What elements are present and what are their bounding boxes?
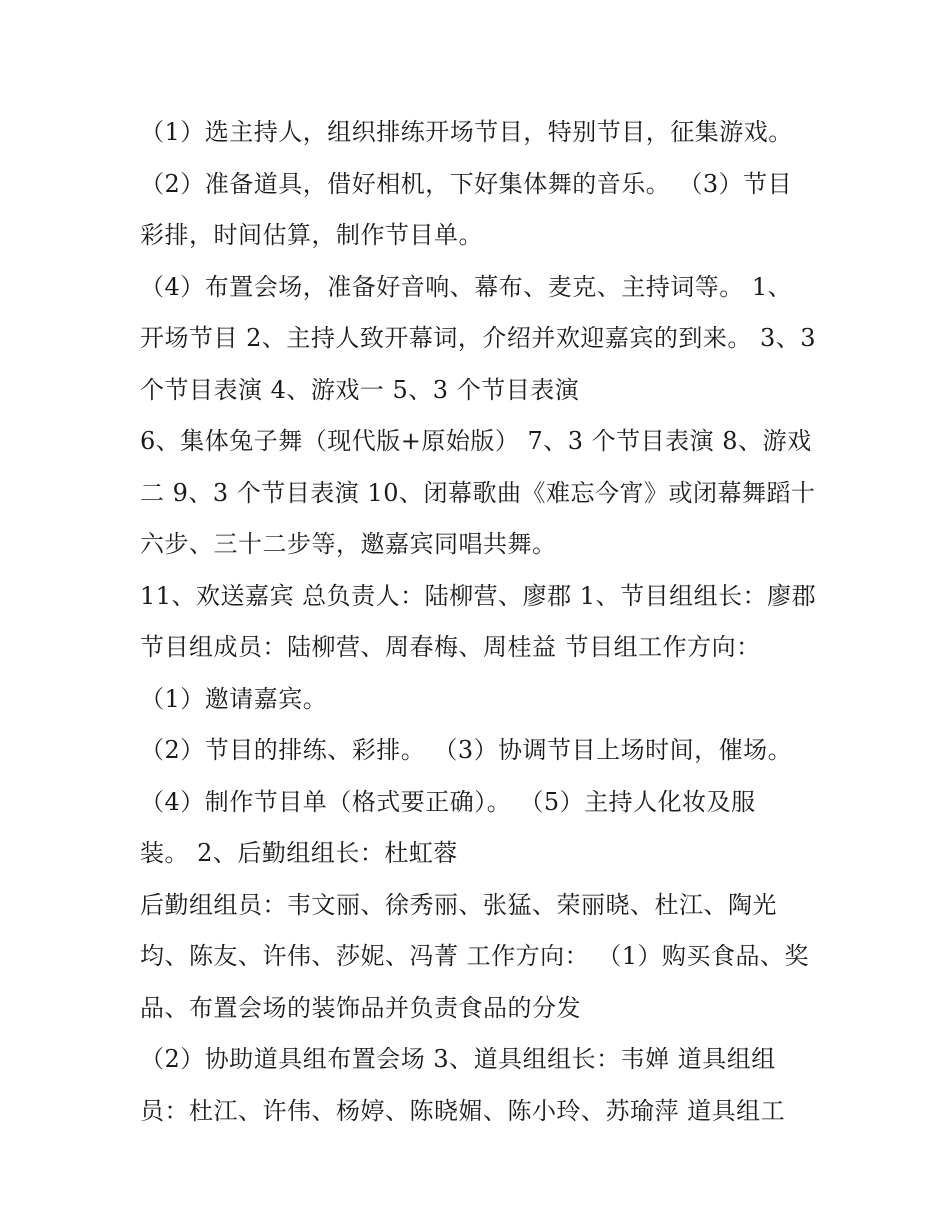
- text-line: 个节目表演 4、游戏一 5、3 个节目表演: [140, 375, 580, 404]
- text-line: 节目组成员：陆柳营、周春梅、周桂益 节目组工作方向：: [140, 633, 761, 661]
- text-line: 彩排，时间估算，制作节目单。: [140, 221, 483, 249]
- text-line: 六步、三十二步等，邀嘉宾同唱共舞。: [140, 530, 557, 558]
- text-line: 二 9、3 个节目表演 10、闭幕歌曲《难忘今宵》或闭幕舞蹈十: [140, 478, 816, 507]
- text-line: 装。 2、后勤组组长：杜虹蓉: [140, 839, 458, 867]
- text-line: 11、欢送嘉宾 总负责人：陆柳营、廖郡 1、节目组组长：廖郡: [140, 581, 817, 610]
- text-line: （2）协助道具组布置会场 3、道具组组长：韦婵 道具组组: [140, 1045, 776, 1073]
- document-body: [140, 107, 820, 1137]
- text-line: 后勤组组员：韦文丽、徐秀丽、张猛、荣丽晓、杜江、陶光: [140, 890, 777, 919]
- text-line: （1）选主持人，组织排练开场节目，特别节目，征集游戏。: [140, 118, 793, 146]
- text-line: （4）制作节目单（格式要正确）。 （5）主持人化妆及服: [140, 787, 756, 816]
- text-line: 员：杜江、许伟、杨婷、陈晓媚、陈小玲、苏瑜萍 道具组工: [140, 1096, 786, 1125]
- text-line: 开场节目 2、主持人致开幕词，介绍并欢迎嘉宾的到来。 3、3: [140, 324, 817, 352]
- text-line: 6、集体兔子舞（现代版+原始版） 7、3 个节目表演 8、游戏: [140, 427, 812, 455]
- text-line: （2）准备道具，借好相机，下好集体舞的音乐。 （3）节目: [140, 169, 793, 198]
- text-line: 品、布置会场的装饰品并负责食品的分发: [140, 993, 581, 1022]
- text-line: （1）邀请嘉宾。: [140, 684, 328, 713]
- text-line: （4）布置会场，准备好音响、幕布、麦克、主持词等。 1、: [140, 272, 793, 301]
- text-line: （2）节目的排练、彩排。 （3）协调节目上场时间，催场。: [140, 736, 793, 764]
- text-line: 均、陈友、许伟、莎妮、冯菁 工作方向： （1）购买食品、奖: [140, 942, 810, 970]
